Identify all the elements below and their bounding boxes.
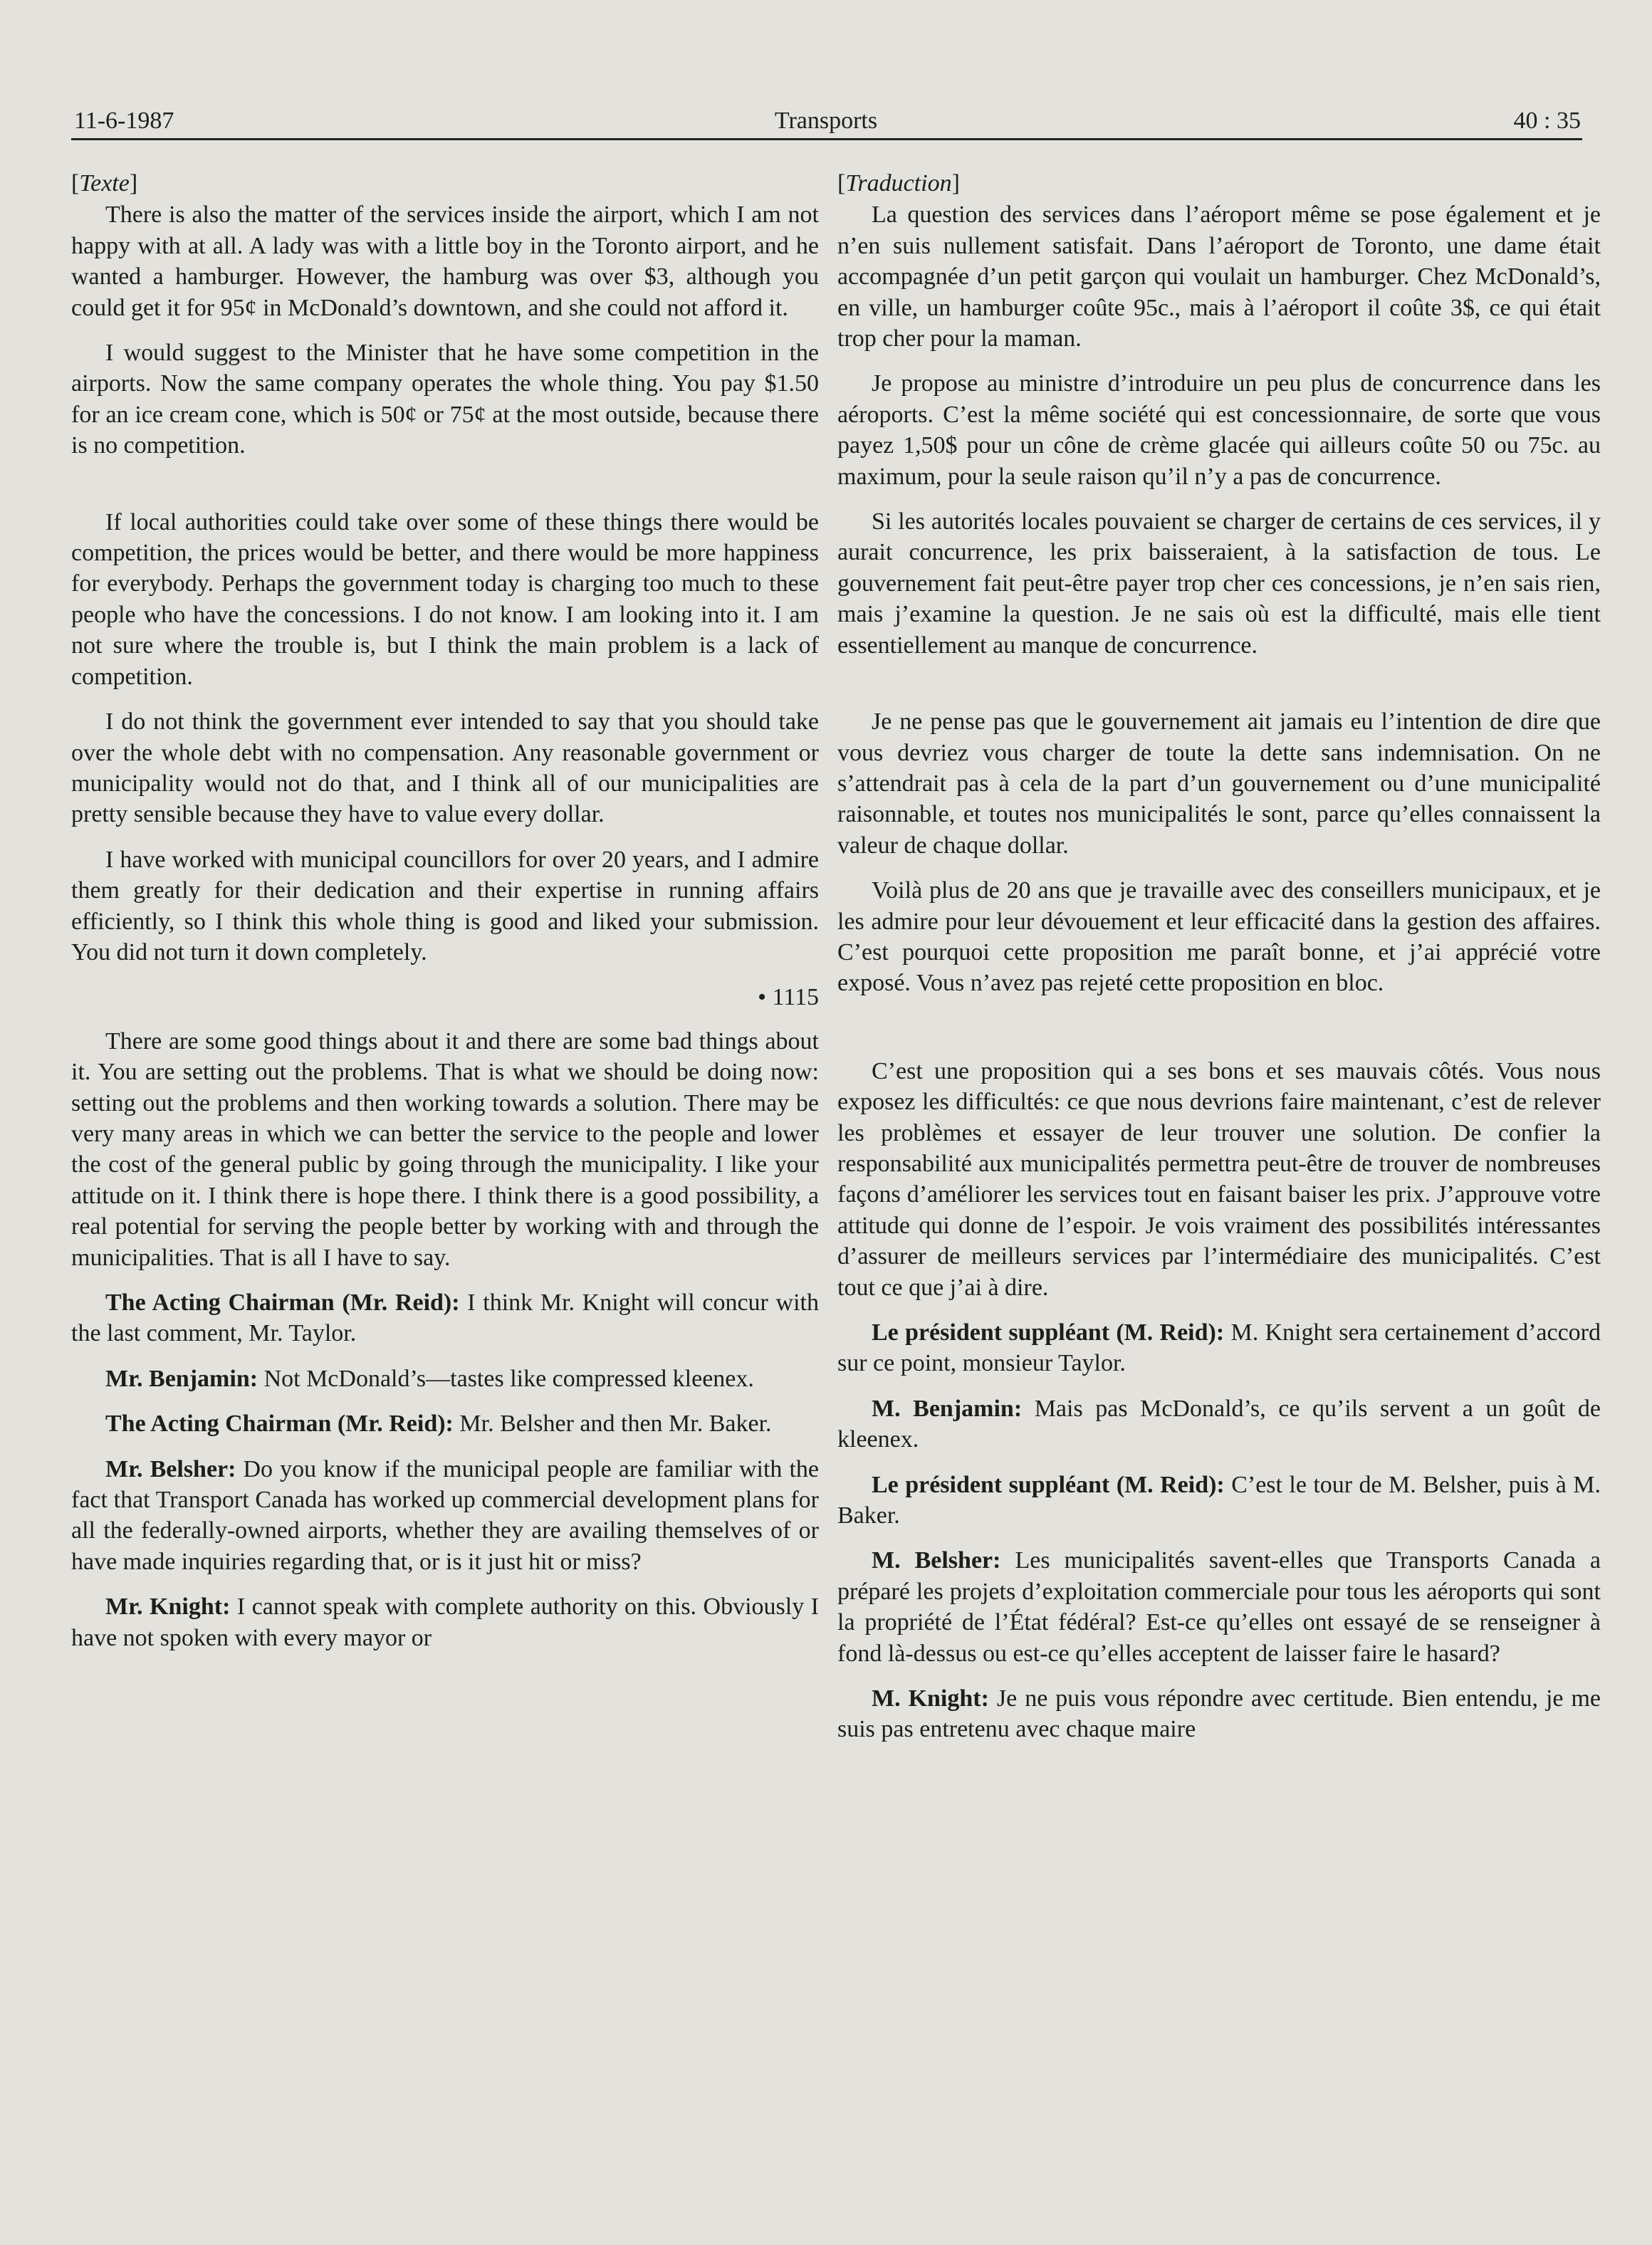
- paragraph: C’est une proposition qui a ses bons et ses mauvais côtés. Vous nous exposez les difficultés: ce que nous devrions faire maintenant, c’est de relever les problèmes et essayer de leur trouver une solution. De confier la responsabilité aux municipalités permettra peut-être de trouver de nombreuses façons d’améliorer les services tout en faisant baiser les prix. J’approuve votre attitude qui donne de l’espoir. Je vois vraiment des possibilités intéressantes d’assurer de meilleurs services par l’intermédiaire des municipalités. C’est tout ce que j’ai à dire.: [837, 1057, 1601, 1301]
- speaker-name: M. Belsher:: [872, 1547, 1001, 1574]
- column-tag: [Traduction]: [837, 170, 960, 197]
- speech-text: Je ne puis vous répondre avec certitude. Bien entendu, je me suis pas entretenu avec chaque maire: [837, 1685, 1601, 1743]
- speaker-name: M. Knight:: [872, 1685, 989, 1712]
- paragraph: I would suggest to the Minister that he have some competition in the airports. Now the same company operates the whole thing. You pay $1.50 for an ice cream cone, which is 50¢ or 75¢ at the most outside, because there is no competition.: [71, 340, 819, 459]
- column-tag-text: Traduction: [845, 170, 952, 197]
- header-section-title: Transports: [774, 108, 878, 134]
- paragraph: I have worked with municipal councillors for over 20 years, and I admire them greatly for their dedication and their expertise in running affairs efficiently, so I think this whole thing is good and liked your submission. You did not turn it down completely.: [71, 846, 819, 965]
- header-date: 11-6-1987: [74, 108, 174, 134]
- paragraph: Si les autorités locales pouvaient se charger de certains de ces services, il y aurait concurrence, les prix baisseraient, à la satisfaction de tous. Le gouvernement fait peut-être payer trop cher ces concessions, je n’en sais rien, mais j’examine la question. Je ne sais où est la difficulté, mais elle tient essentiellement au manque de concurrence.: [837, 508, 1601, 659]
- english-column: [71, 168, 819, 1668]
- speech: [71, 1364, 819, 1394]
- header-rule: [71, 138, 1582, 140]
- speech-text: C’est le tour de M. Belsher, puis à M. Baker.: [837, 1471, 1601, 1529]
- speech: [71, 1287, 819, 1349]
- column-tag: [Texte]: [71, 170, 138, 197]
- speaker-name: Mr. Belsher:: [105, 1455, 236, 1482]
- speaker-name: The Acting Chairman (Mr. Reid):: [105, 1289, 460, 1316]
- paragraph: Je propose au ministre d’introduire un peu plus de concurrence dans les aéroports. C’est la même société qui est concessionnaire, de sorte que vous payez 1,50$ pour un cône de crème glacée qui ailleurs coûte 50 ou 75c. au maximum, pour la seule raison qu’il n’y a pas de concurrence.: [837, 370, 1601, 490]
- speech-text: Not McDonald’s—tastes like compressed kleenex.: [258, 1365, 754, 1392]
- paragraph: There are some good things about it and there are some bad things about it. You are setting out the problems. That is what we should be doing now: setting out the problems and then working towards a solution. There may be very many areas in which we can better the service to the people and lower the cost of the general public by going through the municipality. I like your attitude on it. I think there is hope there. I think there is a good possibility, a real potential for serving the people better by working with and through the municipalities. That is all I have to say.: [71, 1027, 819, 1271]
- paragraph: Voilà plus de 20 ans que je travaille avec des conseillers municipaux, et je les admire pour leur dévouement et leur efficacité dans la gestion des affaires. C’est pourquoi cette proposition me paraît bonne, et j’ai apprécié votre exposé. Vous n’avez pas rejeté cette proposition en bloc.: [837, 877, 1601, 997]
- speech: [71, 1454, 819, 1578]
- speech: [837, 1683, 1601, 1745]
- speech-text: Mr. Belsher and then Mr. Baker.: [453, 1411, 772, 1438]
- paragraph: I do not think the government ever intended to say that you should take over the whole debt with no compensation. Any reasonable government or municipality would not do that, and I think all of our municipalities are pretty sensible because they have to value every dollar.: [71, 708, 819, 828]
- speech: [837, 1470, 1601, 1532]
- speech-text: Do you know if the municipal people are familiar with the fact that Transport Canada has worked up commercial development plans for all the federally-owned airports, whether they are availing themselves of or have made inquiries regarding that, or is it just hit or miss?: [71, 1455, 820, 1575]
- speech-text: Les municipalités savent-elles que Transports Canada a préparé les projets d’exploitation commerciale pour tous les aéroports qui sont la propriété de l’État fédéral? Est-ce qu’elles ont essayé de se renseigner à fond là-dessus ou est-ce qu’elles acceptent de laisser faire le hasard?: [837, 1547, 1601, 1667]
- speech: [71, 1591, 819, 1653]
- speech: [837, 1545, 1601, 1669]
- speaker-name: Mr. Benjamin:: [105, 1365, 258, 1392]
- paragraph: La question des services dans l’aéroport même se pose également et je n’en suis nullement satisfait. Dans l’aéroport de Toronto, une dame était accompagnée d’un petit garçon qui voulait un hamburger. Chez McDonald’s, en ville, un hamburger coûte 95c., mais à l’aéroport il coûte 3$, ce qui était trop cher pour la maman.: [837, 202, 1601, 352]
- speaker-name: Le président suppléant (M. Reid):: [872, 1319, 1225, 1346]
- speech: [837, 1393, 1601, 1455]
- speech-text: Mais pas McDonald’s, ce qu’ils servent a un goût de kleenex.: [837, 1395, 1601, 1453]
- speech-text: I think Mr. Knight will concur with the last comment, Mr. Taylor.: [71, 1289, 819, 1347]
- header-page-number: 40 : 35: [1513, 108, 1581, 134]
- speaker-name: Le président suppléant (M. Reid):: [872, 1471, 1225, 1498]
- spacer: [837, 1013, 1601, 1056]
- speech-text: I cannot speak with complete authority on this. Obviously I have not spoken with every mayor or: [71, 1594, 820, 1651]
- speech-text: M. Knight sera certainement d’accord sur ce point, monsieur Taylor.: [837, 1319, 1601, 1377]
- speaker-name: The Acting Chairman (Mr. Reid):: [105, 1411, 454, 1438]
- column-tag-text: Texte: [79, 170, 130, 197]
- speech: [837, 1317, 1601, 1379]
- paragraph: If local authorities could take over some of these things there would be competition, the prices would be better, and there would be more happiness for everybody. Perhaps the government today is charging too much to these people who have the concessions. I do not know. I am looking into it. I am not sure where the trouble is, but I think the main problem is a lack of competition.: [71, 508, 819, 690]
- speaker-name: Mr. Knight:: [105, 1594, 231, 1621]
- speaker-name: M. Benjamin:: [872, 1395, 1023, 1422]
- paragraph: Je ne pense pas que le gouvernement ait jamais eu l’intention de dire que vous devriez vous charger de toute la dette sans indemnisation. On ne s’attendrait pas à cela de la part d’un gouvernement ou d’une municipalité raisonnable, et toutes nos municipalités le sont, parce qu’elles connaissent la valeur de chaque dollar.: [837, 708, 1601, 859]
- spacer: [837, 675, 1601, 706]
- paragraph: There is also the matter of the services inside the airport, which I am not happy with at all. A lady was with a little boy in the Toronto airport, and he wanted a hamburger. However, the hamburg was over $3, although you could get it for 95¢ in McDonald’s downtown, and she could not afford it.: [71, 202, 819, 321]
- french-column: [837, 168, 1601, 1759]
- time-marker: • 1115: [758, 984, 819, 1011]
- speech: [71, 1408, 819, 1439]
- spacer: [71, 476, 819, 507]
